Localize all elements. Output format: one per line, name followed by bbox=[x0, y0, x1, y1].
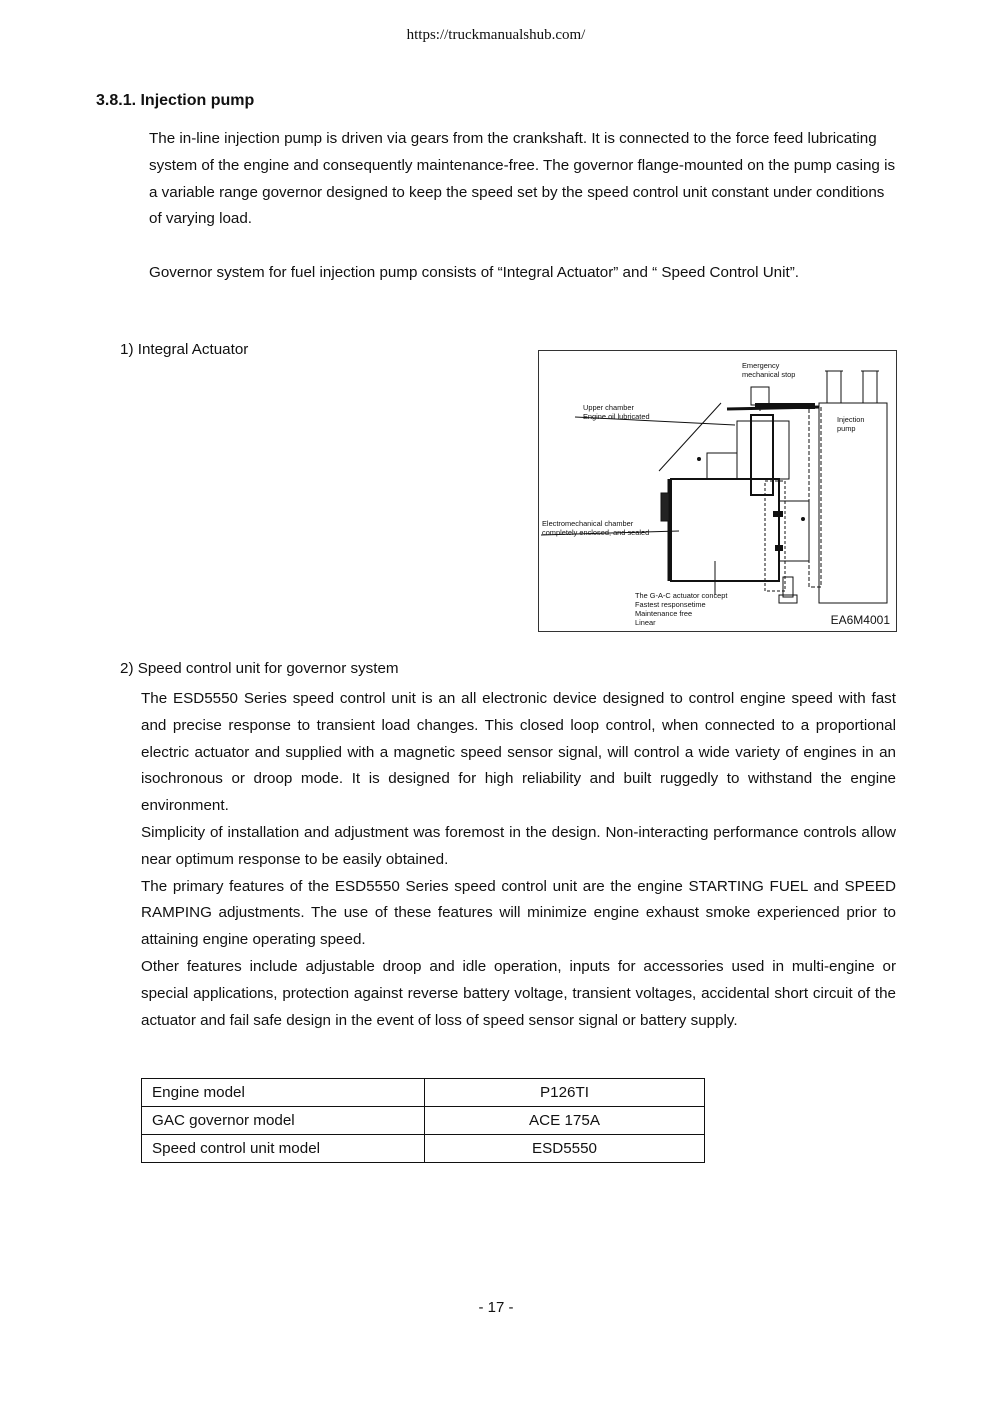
table-value: ACE 175A bbox=[425, 1107, 705, 1135]
paragraph: The ESD5550 Series speed control unit is an all electronic device designed to control engine speed with fast and precise response to transient load changes. This closed loop control, when connected to a proportional electric actuator and supplied with a magnetic speed sensor signal, will control a wide variety of engines in an isochronous or droop mode. It is designed for high reliability and built ruggedly to withstand the engine environment. bbox=[141, 690, 896, 815]
item-speed-control-unit: 2) Speed control unit for governor system bbox=[120, 660, 399, 677]
page-number: - 17 - bbox=[478, 1299, 514, 1316]
table-row bbox=[142, 1107, 705, 1135]
actuator-figure bbox=[538, 350, 897, 632]
table-key: Engine model bbox=[142, 1079, 425, 1107]
table-value: ESD5550 bbox=[425, 1135, 705, 1163]
table-row bbox=[142, 1079, 705, 1107]
label-upper-chamber: Upper chamber Engine oil lubricated bbox=[583, 403, 650, 421]
table-value: P126TI bbox=[425, 1079, 705, 1107]
paragraph: Other features include adjustable droop and idle operation, inputs for accessories used in multi-engine or special applications, protection against reverse battery voltage, transient voltages, accidental short circuit of the actuator and fail safe design in the event of loss of speed sensor signal or battery supply. bbox=[141, 957, 896, 1029]
model-spec-table bbox=[141, 1078, 705, 1163]
table-row bbox=[142, 1135, 705, 1163]
paragraph: The primary features of the ESD5550 Series speed control unit are the engine STARTING FUEL and SPEED RAMPING adjustments. The use of these features will minimize engine exhaust smoke experienced prior to attaining engine operating speed. bbox=[141, 877, 896, 949]
speed-control-description bbox=[141, 686, 896, 1034]
governor-paragraph: Governor system for fuel injection pump consists of “Integral Actuator” and “ Speed Control Unit”. bbox=[149, 264, 799, 281]
table-key: GAC governor model bbox=[142, 1107, 425, 1135]
label-injection-pump: Injection pump bbox=[837, 415, 865, 433]
source-url: https://truckmanualshub.com/ bbox=[406, 27, 586, 43]
actuator-drawing bbox=[539, 351, 895, 630]
label-electromechanical-chamber: Electromechanical chamber completely enclosed, and sealed bbox=[542, 519, 650, 537]
label-emergency-stop: Emergency mechanical stop bbox=[742, 361, 796, 379]
figure-id: EA6M4001 bbox=[830, 613, 890, 627]
label-gac-concept: The G-A-C actuator concept Fastest responsetime Maintenance free Linear bbox=[635, 591, 728, 627]
section-title: 3.8.1. Injection pump bbox=[96, 92, 255, 109]
paragraph: Simplicity of installation and adjustment was foremost in the design. Non-interacting performance controls allow near optimum response to be easily obtained. bbox=[141, 823, 896, 868]
table-key: Speed control unit model bbox=[142, 1135, 425, 1163]
intro-paragraph: The in-line injection pump is driven via gears from the crankshaft. It is connected to the force feed lubricating system of the engine and consequently maintenance-free. The governor flange-mounted on the pump casing is a variable range governor designed to keep the speed set by the speed control unit constant under conditions of varying load. bbox=[149, 130, 896, 228]
item-integral-actuator: 1) Integral Actuator bbox=[120, 341, 249, 358]
